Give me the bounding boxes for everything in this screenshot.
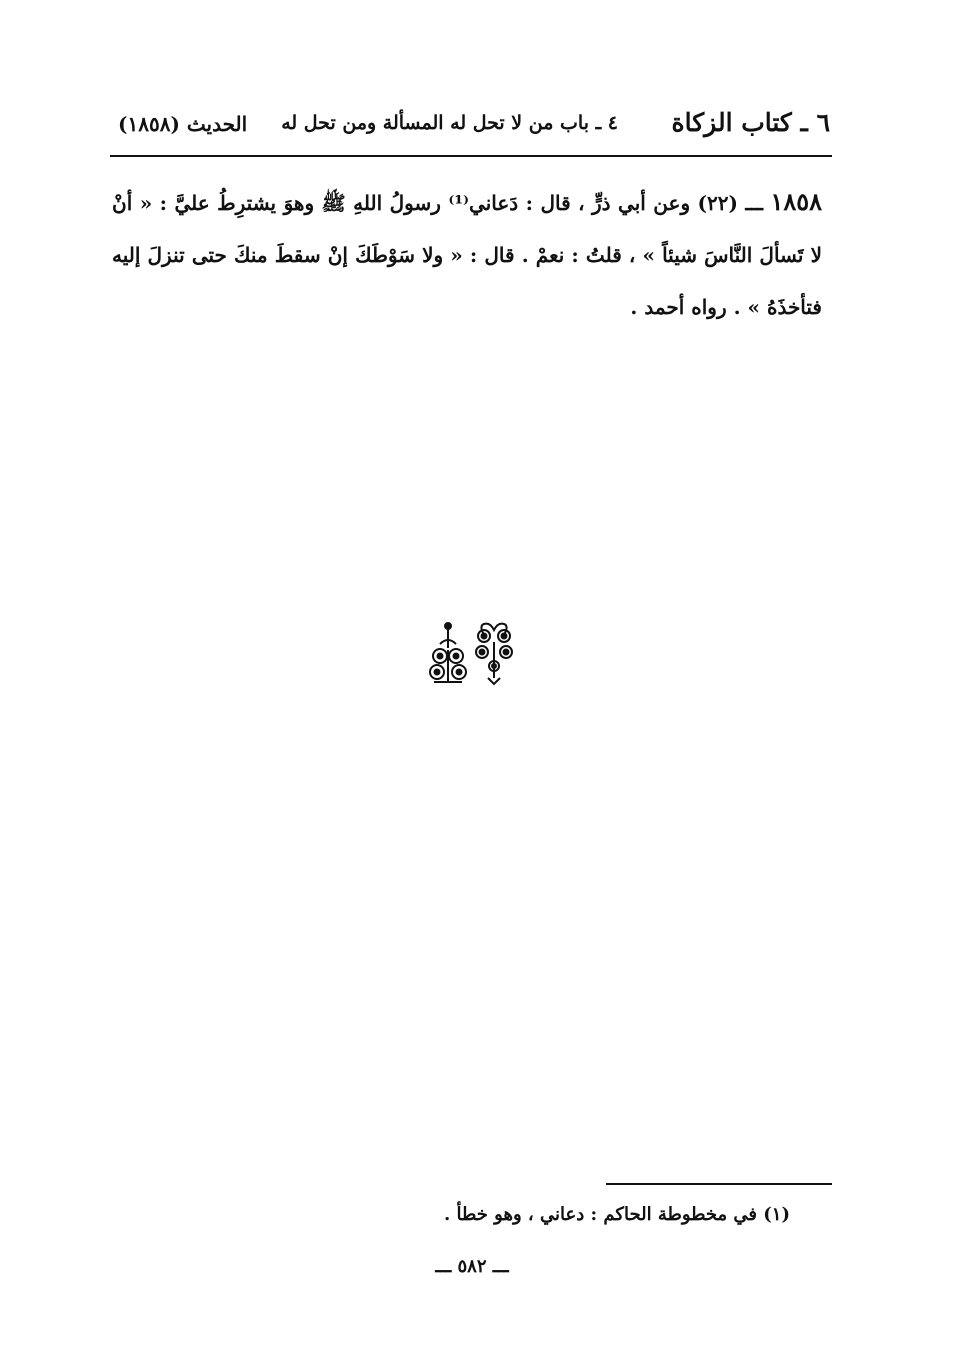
running-header [118, 100, 830, 152]
header-divider [110, 155, 832, 157]
hadith-text: ـــ (٢٢) وعن أبي ذرٍّ ، قال : دَعاني⁽¹⁾ رسولُ اللهِ ﷺ وهوَ يشترِطُ عليَّ : « أنْ لا تَسألَ النَّاسَ شيئاً » ، قلتُ : نعمْ . قال : « ولا سَوْطَكَ إنْ سقطَ منكَ حتى تنزلَ إليه فتأخذَهُ » . رواه أحمد . [112, 191, 822, 319]
section-title: ٤ ـ باب من لا تحل له المسألة ومن تحل له [281, 112, 618, 134]
floral-ornament-icon [426, 620, 526, 688]
hadith-reference: الحديث (١٨٥٨) [118, 112, 248, 136]
footnote: (١) في مخطوطة الحاكم : دعاني ، وهو خطأ . [444, 1204, 790, 1225]
chapter-title: ٦ ـ كتاب الزكاة [671, 108, 830, 137]
hadith-paragraph [112, 176, 822, 333]
footnote-divider [606, 1183, 832, 1185]
page-number: ـــ ٥٨٢ ـــ [435, 1256, 509, 1277]
hadith-number: ١٨٥٨ [770, 187, 823, 216]
